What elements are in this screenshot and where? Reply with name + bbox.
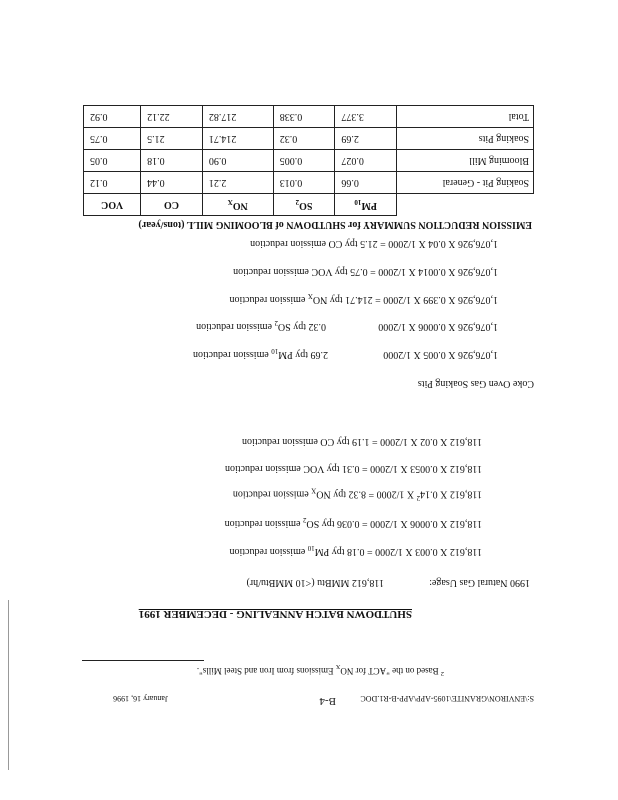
cell-co: 0.18 [141, 150, 203, 172]
annealing-calc-voc: 118,612 X 0.0053 X 1/2000 = 0.31 tpy VOC emission reduction [224, 463, 482, 474]
footnote-rule [82, 660, 204, 661]
annealing-calc-so2: 118,612 X 0.0006 X 1/2000 = 0.036 tpy $SO_2$ emission reduction [224, 516, 482, 529]
table-header-blank [397, 194, 534, 216]
gas-usage-value: 118,612 MMBtu (<10 MMBtu/hr) [246, 577, 384, 588]
annealing-calc-co: 118,612 X 0.02 X 1/2000 = 1.19 tpy CO emission reduction [242, 436, 482, 447]
cell-co: 21.5 [141, 128, 203, 150]
cell-so2: 0.338 [273, 106, 335, 128]
row-label: Soaking Pits [397, 128, 534, 150]
section-heading: SHUTDOWN BATCH ANNEALING - DECEMBER 1991 [138, 608, 412, 620]
cell-voc: 0.12 [84, 172, 141, 194]
cell-pm: 0.027 [335, 150, 397, 172]
cell-so2: 0.32 [273, 128, 335, 150]
cell-so2: 0.005 [273, 150, 335, 172]
gas-usage-label: 1990 Natural Gas Usage: [429, 577, 530, 588]
cell-voc: 0.75 [84, 128, 141, 150]
footer-file-path: S:\ENVIRON\GRANITE\1095-APP\APP-B-R1.DOC [360, 694, 534, 703]
soaking-calc-nox: 1,076,926 X 0.399 X 1/2000 = 214.71 tpy $NO_X$ emission reduction [229, 292, 498, 305]
soaking-calc-voc: 1,076,926 X 0.0014 X 1/2000 = 0.75 tpy VOC emission reduction [233, 266, 498, 277]
cell-so2: 0.013 [273, 172, 335, 194]
table-row [84, 128, 534, 150]
soaking-calc-so2: 1,076,926 X 0.0006 X 1/2000 [378, 321, 498, 332]
table-header-co: CO [141, 194, 203, 216]
footer-date: January 16, 1996 [113, 694, 168, 703]
table-row [84, 172, 534, 194]
soaking-calc-pm: 1,076,926 X 0.005 X 1/2000 [383, 349, 498, 360]
row-label: Total [397, 106, 534, 128]
cell-nox: 214.71 [202, 128, 273, 150]
table-header-nox: $NO_X$ [202, 194, 273, 216]
cell-nox: 217.82 [202, 106, 273, 128]
summary-table-title: EMISSION REDUCTION SUMMARY for SHUTDOWN of BLOOMING MILL (tons/year) [138, 219, 532, 230]
row-label: Blooming Mill [397, 150, 534, 172]
row-label: Soaking Pit - General [397, 172, 534, 194]
scan-edge-mark [8, 600, 9, 770]
emission-summary-table [83, 105, 534, 216]
cell-co: 0.44 [141, 172, 203, 194]
table-header-row [84, 194, 534, 216]
footer-page-number: B-4 [319, 695, 336, 707]
soaking-result-so2: 0.32 tpy $SO_2$ emission reduction [196, 319, 326, 332]
table-row [84, 150, 534, 172]
annealing-calc-nox: 118,612 X 0.14$^2$ X 1/2000 = 8.32 tpy $NO_X$ emission reduction [232, 486, 482, 502]
cell-co: 22.12 [141, 106, 203, 128]
table-header-so2: $SO_2$ [273, 194, 335, 216]
soaking-result-pm: 2.69 tpy $PM_{10}$ emission reduction [192, 347, 328, 360]
table-header-pm: $PM_{10}$ [335, 194, 397, 216]
soaking-pits-label: Coke Oven Gas Soaking Pits [417, 378, 534, 389]
cell-pm: 2.69 [335, 128, 397, 150]
cell-nox: 2.21 [202, 172, 273, 194]
soaking-calc-co: 1,076,926 X 0.04 X 1/2000 = 21.5 tpy CO emission reduction [250, 238, 498, 249]
cell-nox: 0.90 [202, 150, 273, 172]
footnote: $^2$ Based on the "ACT for $NO_X$ Emissions from Iron and Steel Mills". [196, 663, 444, 677]
cell-pm: 0.66 [335, 172, 397, 194]
cell-voc: 0.05 [84, 150, 141, 172]
table-header-voc: VOC [84, 194, 141, 216]
cell-voc: 0.92 [84, 106, 141, 128]
annealing-calc-pm: 118,612 X 0.003 X 1/2000 = 0.18 tpy $PM_{10}$ emission reduction [229, 544, 482, 557]
cell-pm: 3.377 [335, 106, 397, 128]
table-row [84, 106, 534, 128]
